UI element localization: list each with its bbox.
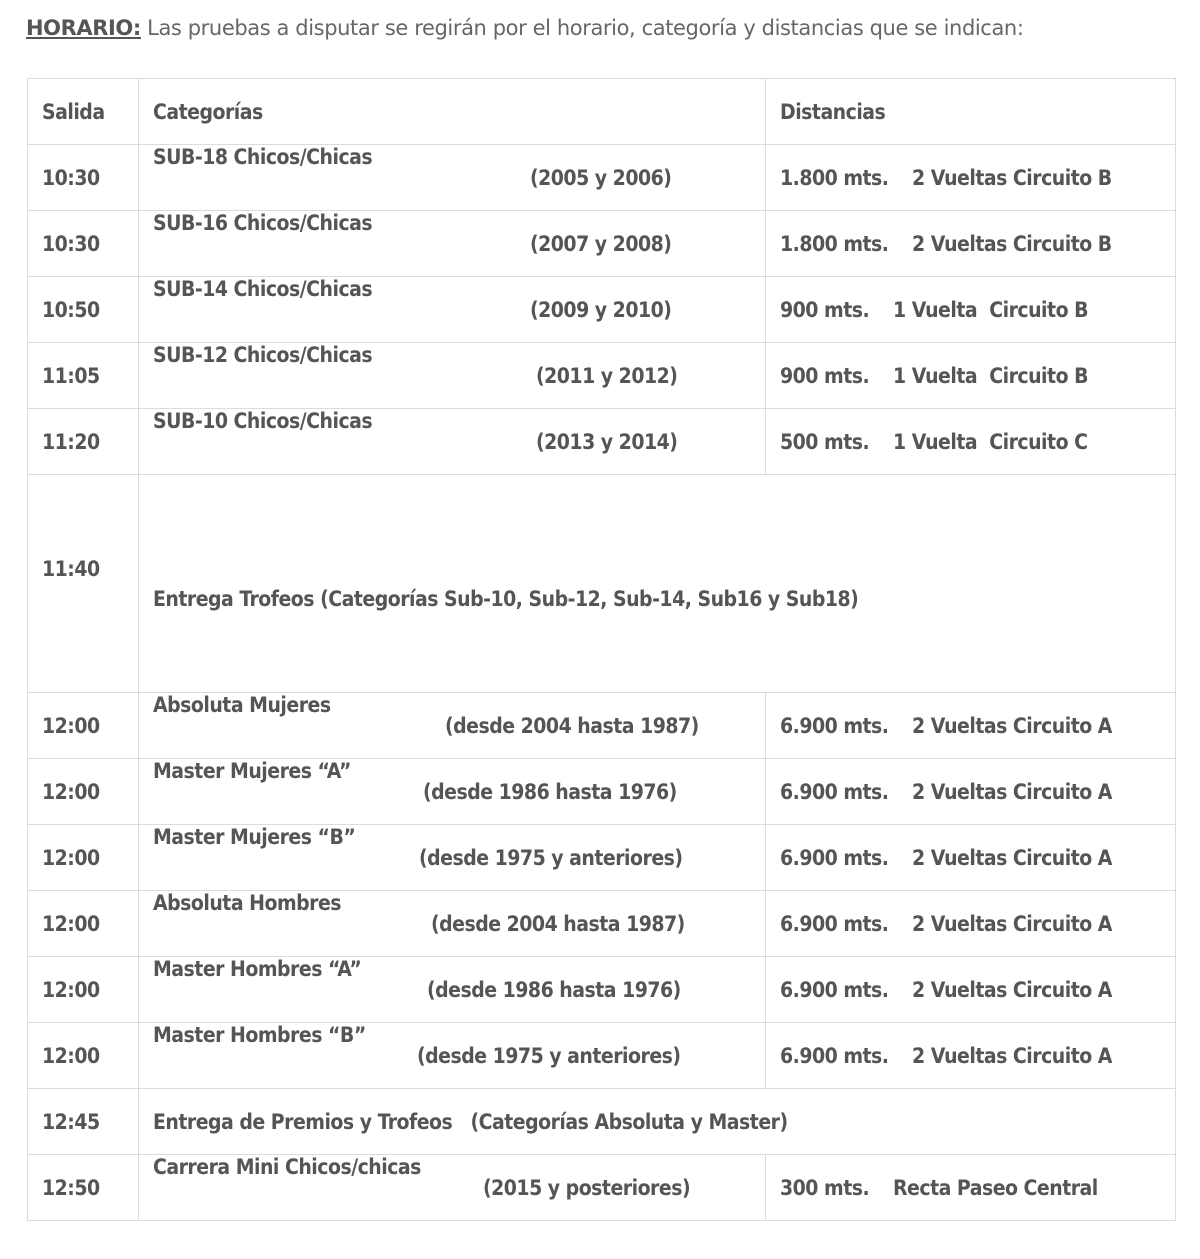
table-row xyxy=(28,145,1176,211)
start-time: 12:00 xyxy=(28,1023,139,1089)
distance-cell xyxy=(766,277,1176,343)
category-years: (2013 y 2014) xyxy=(536,429,678,454)
header-salida: Salida xyxy=(28,79,139,145)
start-time: 12:45 xyxy=(28,1089,139,1155)
category-cell xyxy=(139,343,766,409)
trophy-row xyxy=(28,475,1176,693)
category-name: SUB-16 Chicos/Chicas xyxy=(153,211,373,235)
start-time: 12:00 xyxy=(28,825,139,891)
distance-laps: 2 Vueltas Circuito A xyxy=(912,911,1112,936)
distance-meters: 6.900 mts. xyxy=(780,911,889,936)
distance-laps: 1 Vuelta Circuito C xyxy=(893,429,1088,454)
header-distancias: Distancias xyxy=(766,79,1176,145)
distance-cell xyxy=(766,891,1176,957)
horario-text: Las pruebas a disputar se regirán por el horario, categoría y distancias que se indican: xyxy=(140,16,1024,40)
category-cell xyxy=(139,277,766,343)
category-years: (desde 2004 hasta 1987) xyxy=(445,713,699,738)
category-cell xyxy=(139,211,766,277)
category-name: Absoluta Mujeres xyxy=(153,693,331,717)
table-row xyxy=(28,409,1176,475)
table-row xyxy=(28,343,1176,409)
category-name: SUB-18 Chicos/Chicas xyxy=(153,145,373,169)
distance-meters: 6.900 mts. xyxy=(780,977,889,1002)
distance-cell xyxy=(766,759,1176,825)
category-cell xyxy=(139,145,766,211)
distance-cell xyxy=(766,145,1176,211)
header-categorias: Categorías xyxy=(139,79,766,145)
distance-cell xyxy=(766,957,1176,1023)
category-name: Master Mujeres “B” xyxy=(153,825,356,849)
table-header-row xyxy=(28,79,1176,145)
category-years: (2011 y 2012) xyxy=(536,363,678,388)
category-years: (2007 y 2008) xyxy=(530,231,672,256)
start-time: 12:00 xyxy=(28,957,139,1023)
category-name: Master Mujeres “A” xyxy=(153,759,351,783)
distance-laps: 1 Vuelta Circuito B xyxy=(893,363,1089,388)
trophy-ceremony-text: Entrega Trofeos (Categorías Sub-10, Sub-12, Sub-14, Sub16 y Sub18) xyxy=(139,475,1176,693)
category-name: Master Hombres “B” xyxy=(153,1023,366,1047)
category-years: (desde 1975 y anteriores) xyxy=(419,845,683,870)
category-cell xyxy=(139,825,766,891)
category-years: (desde 2004 hasta 1987) xyxy=(431,911,685,936)
category-years: (2015 y posteriores) xyxy=(483,1175,691,1200)
category-cell xyxy=(139,759,766,825)
distance-cell xyxy=(766,343,1176,409)
category-years: (desde 1986 hasta 1976) xyxy=(427,977,681,1002)
distance-laps: 2 Vueltas Circuito A xyxy=(912,977,1112,1002)
distance-laps: 2 Vueltas Circuito A xyxy=(912,1043,1112,1068)
distance-laps: 2 Vueltas Circuito B xyxy=(912,231,1112,256)
start-time: 10:50 xyxy=(28,277,139,343)
distance-laps: 2 Vueltas Circuito A xyxy=(912,713,1112,738)
table-row xyxy=(28,759,1176,825)
category-name: Absoluta Hombres xyxy=(153,891,342,915)
category-cell xyxy=(139,957,766,1023)
distance-meters: 900 mts. xyxy=(780,297,870,322)
distance-laps: 2 Vueltas Circuito B xyxy=(912,165,1112,190)
distance-cell xyxy=(766,1155,1176,1221)
distance-meters: 500 mts. xyxy=(780,429,870,454)
distance-laps: 1 Vuelta Circuito B xyxy=(893,297,1089,322)
trophy-row xyxy=(28,1089,1176,1155)
distance-cell xyxy=(766,693,1176,759)
category-years: (desde 1986 hasta 1976) xyxy=(423,779,677,804)
category-name: SUB-10 Chicos/Chicas xyxy=(153,409,373,433)
category-years: (2009 y 2010) xyxy=(530,297,672,322)
table-row xyxy=(28,1155,1176,1221)
category-cell xyxy=(139,1155,766,1221)
table-row xyxy=(28,891,1176,957)
distance-meters: 6.900 mts. xyxy=(780,713,889,738)
start-time: 10:30 xyxy=(28,145,139,211)
category-years: (desde 1975 y anteriores) xyxy=(417,1043,681,1068)
distance-laps: 2 Vueltas Circuito A xyxy=(912,845,1112,870)
start-time: 10:30 xyxy=(28,211,139,277)
category-name: SUB-14 Chicos/Chicas xyxy=(153,277,373,301)
distance-meters: 1.800 mts. xyxy=(780,231,889,256)
distance-cell xyxy=(766,211,1176,277)
start-time: 11:40 xyxy=(28,475,139,693)
table-row xyxy=(28,825,1176,891)
category-name: Master Hombres “A” xyxy=(153,957,362,981)
category-cell xyxy=(139,891,766,957)
table-row xyxy=(28,957,1176,1023)
distance-cell xyxy=(766,409,1176,475)
horario-intro xyxy=(26,16,1024,40)
distance-meters: 6.900 mts. xyxy=(780,845,889,870)
start-time: 12:00 xyxy=(28,693,139,759)
table-row xyxy=(28,211,1176,277)
distance-meters: 300 mts. xyxy=(780,1175,870,1200)
distance-cell xyxy=(766,1023,1176,1089)
distance-cell xyxy=(766,825,1176,891)
category-years: (2005 y 2006) xyxy=(530,165,672,190)
horario-label: HORARIO: xyxy=(26,16,141,40)
trophy-ceremony-text: Entrega de Premios y Trofeos (Categorías Absoluta y Master) xyxy=(139,1089,1176,1155)
distance-laps: 2 Vueltas Circuito A xyxy=(912,779,1112,804)
table-row xyxy=(28,277,1176,343)
distance-laps: Recta Paseo Central xyxy=(893,1175,1098,1200)
category-name: Carrera Mini Chicos/chicas xyxy=(153,1155,421,1179)
distance-meters: 900 mts. xyxy=(780,363,870,388)
category-cell xyxy=(139,693,766,759)
distance-meters: 1.800 mts. xyxy=(780,165,889,190)
schedule-table xyxy=(27,78,1176,1221)
table-row xyxy=(28,1023,1176,1089)
table-row xyxy=(28,693,1176,759)
start-time: 11:20 xyxy=(28,409,139,475)
category-name: SUB-12 Chicos/Chicas xyxy=(153,343,373,367)
category-cell xyxy=(139,409,766,475)
distance-meters: 6.900 mts. xyxy=(780,1043,889,1068)
start-time: 12:00 xyxy=(28,891,139,957)
start-time: 12:00 xyxy=(28,759,139,825)
category-cell xyxy=(139,1023,766,1089)
distance-meters: 6.900 mts. xyxy=(780,779,889,804)
start-time: 12:50 xyxy=(28,1155,139,1221)
start-time: 11:05 xyxy=(28,343,139,409)
